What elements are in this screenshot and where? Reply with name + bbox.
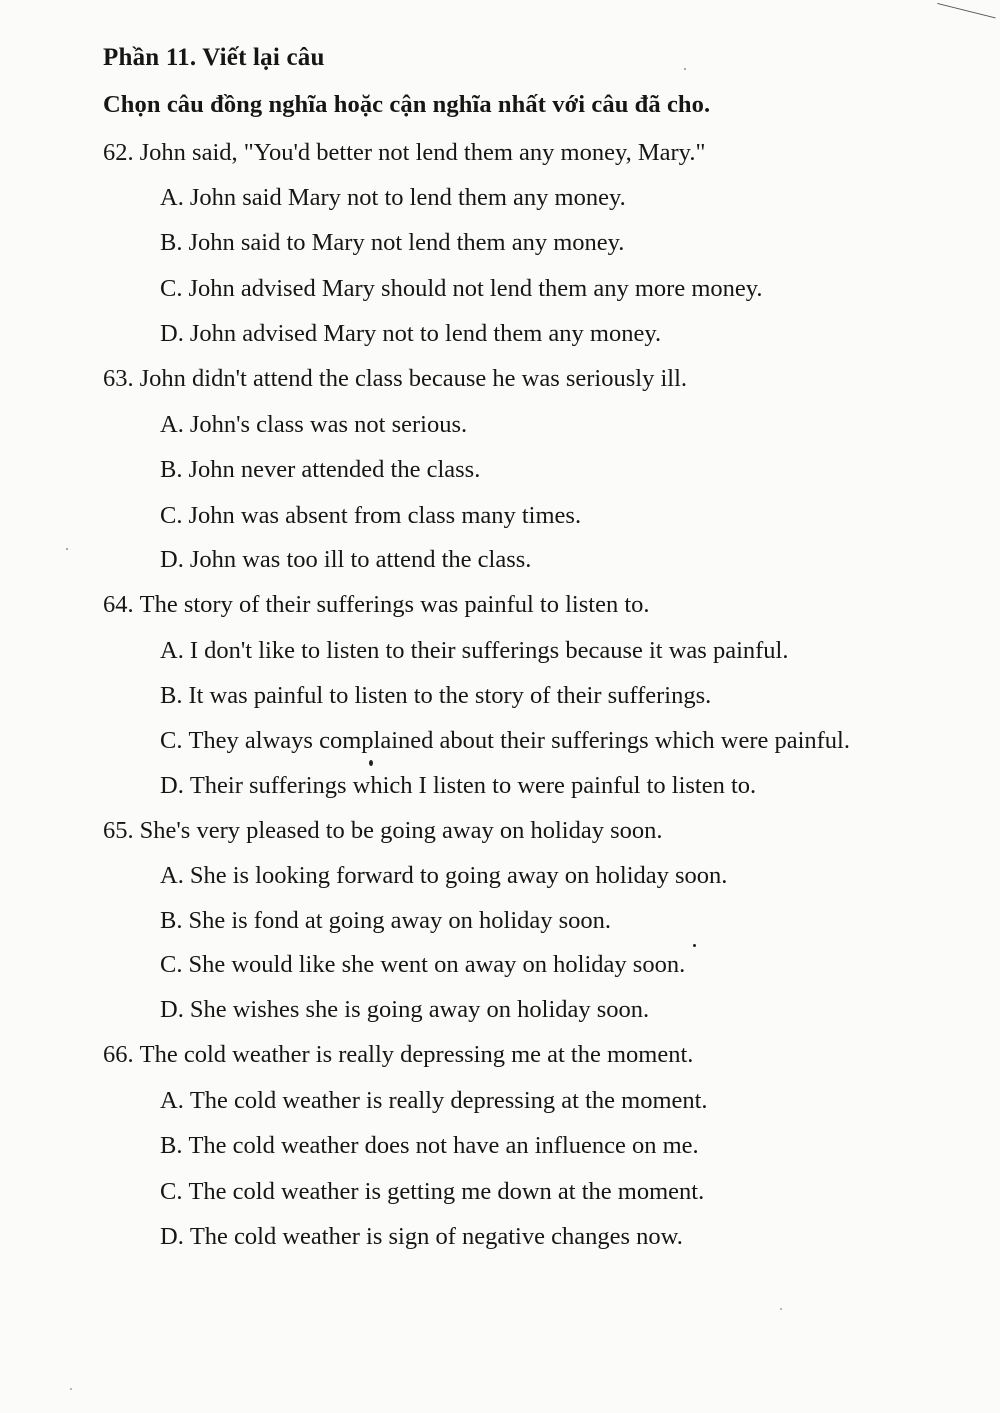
option-text: John advised Mary not to lend them any money. [189, 320, 662, 347]
option-text: They always complained about their sufferings which were painful. [188, 727, 850, 754]
question-text: She's very pleased to be going away on holiday soon. [139, 817, 663, 844]
question-stem [103, 817, 663, 845]
option-text: It was painful to listen to the story of their sufferings. [188, 682, 712, 709]
option-text: John was absent from class many times. [188, 502, 582, 529]
option-letter: A. [160, 411, 184, 438]
option-d [160, 996, 649, 1024]
option-b [160, 229, 624, 257]
option-d [160, 1223, 683, 1251]
option-text: John's class was not serious. [189, 411, 468, 438]
question-text: The story of their sufferings was painful to listen to. [139, 591, 650, 618]
option-letter: A. [160, 637, 184, 664]
question-stem [103, 591, 650, 619]
option-letter: C. [160, 727, 183, 754]
question-number: 62. [103, 139, 134, 166]
option-a [160, 862, 727, 890]
option-letter: D. [160, 320, 184, 347]
option-c [160, 951, 685, 979]
option-a [160, 411, 467, 439]
option-text: John advised Mary should not lend them any more money. [188, 275, 763, 302]
option-text: Their sufferings which I listen to were painful to listen to. [189, 772, 757, 799]
question-number: 63. [103, 365, 134, 392]
question-text: John didn't attend the class because he was seriously ill. [139, 365, 687, 392]
option-letter: A. [160, 184, 184, 211]
section-title: Phần 11. Viết lại câu [103, 44, 325, 71]
option-d [160, 546, 531, 574]
scan-speck [66, 548, 68, 550]
question-text: John said, "You'd better not lend them any money, Mary." [139, 139, 706, 166]
option-letter: B. [160, 907, 183, 934]
option-a [160, 1087, 708, 1115]
option-b [160, 682, 711, 710]
option-text: She would like she went on away on holiday soon. [188, 951, 686, 978]
scan-speck [70, 1388, 72, 1390]
option-c [160, 275, 763, 303]
option-letter: C. [160, 502, 183, 529]
option-letter: A. [160, 862, 184, 889]
option-text: John was too ill to attend the class. [189, 546, 532, 573]
scan-speck [369, 760, 373, 766]
option-letter: C. [160, 1178, 183, 1205]
question-stem [103, 365, 687, 393]
option-text: She is fond at going away on holiday soon. [188, 907, 612, 934]
option-letter: C. [160, 275, 183, 302]
option-c [160, 1178, 704, 1206]
option-letter: D. [160, 772, 184, 799]
option-letter: D. [160, 996, 184, 1023]
option-d [160, 772, 756, 800]
option-b [160, 456, 480, 484]
question-number: 65. [103, 817, 134, 844]
section-instruction: Chọn câu đồng nghĩa hoặc cận nghĩa nhất với câu đã cho. [103, 91, 711, 118]
option-text: John never attended the class. [188, 456, 481, 483]
option-letter: D. [160, 1223, 184, 1250]
option-c [160, 502, 581, 530]
option-d [160, 320, 661, 348]
option-letter: A. [160, 1087, 184, 1114]
option-b [160, 907, 611, 935]
option-letter: C. [160, 951, 183, 978]
option-letter: B. [160, 229, 183, 256]
option-a [160, 184, 626, 212]
option-letter: B. [160, 1132, 183, 1159]
option-c [160, 727, 850, 755]
question-stem [103, 139, 705, 167]
option-text: She is looking forward to going away on holiday soon. [189, 862, 728, 889]
scan-speck [684, 68, 686, 70]
option-text: John said Mary not to lend them any money. [189, 184, 626, 211]
option-text: The cold weather is getting me down at the moment. [188, 1178, 705, 1205]
option-text: The cold weather is really depressing at the moment. [189, 1087, 708, 1114]
option-a [160, 637, 788, 665]
question-number: 64. [103, 591, 134, 618]
scan-corner-mark [937, 0, 1000, 18]
option-text: The cold weather does not have an influence on me. [188, 1132, 699, 1159]
option-b [160, 1132, 699, 1160]
option-text: The cold weather is sign of negative changes now. [189, 1223, 683, 1250]
option-text: She wishes she is going away on holiday soon. [189, 996, 650, 1023]
option-letter: B. [160, 456, 183, 483]
question-number: 66. [103, 1041, 134, 1068]
option-text: I don't like to listen to their sufferings because it was painful. [189, 637, 789, 664]
scan-speck [780, 1308, 782, 1310]
scan-speck [693, 944, 696, 947]
option-letter: D. [160, 546, 184, 573]
option-letter: B. [160, 682, 183, 709]
question-stem [103, 1041, 693, 1069]
option-text: John said to Mary not lend them any money. [188, 229, 625, 256]
question-text: The cold weather is really depressing me at the moment. [139, 1041, 694, 1068]
